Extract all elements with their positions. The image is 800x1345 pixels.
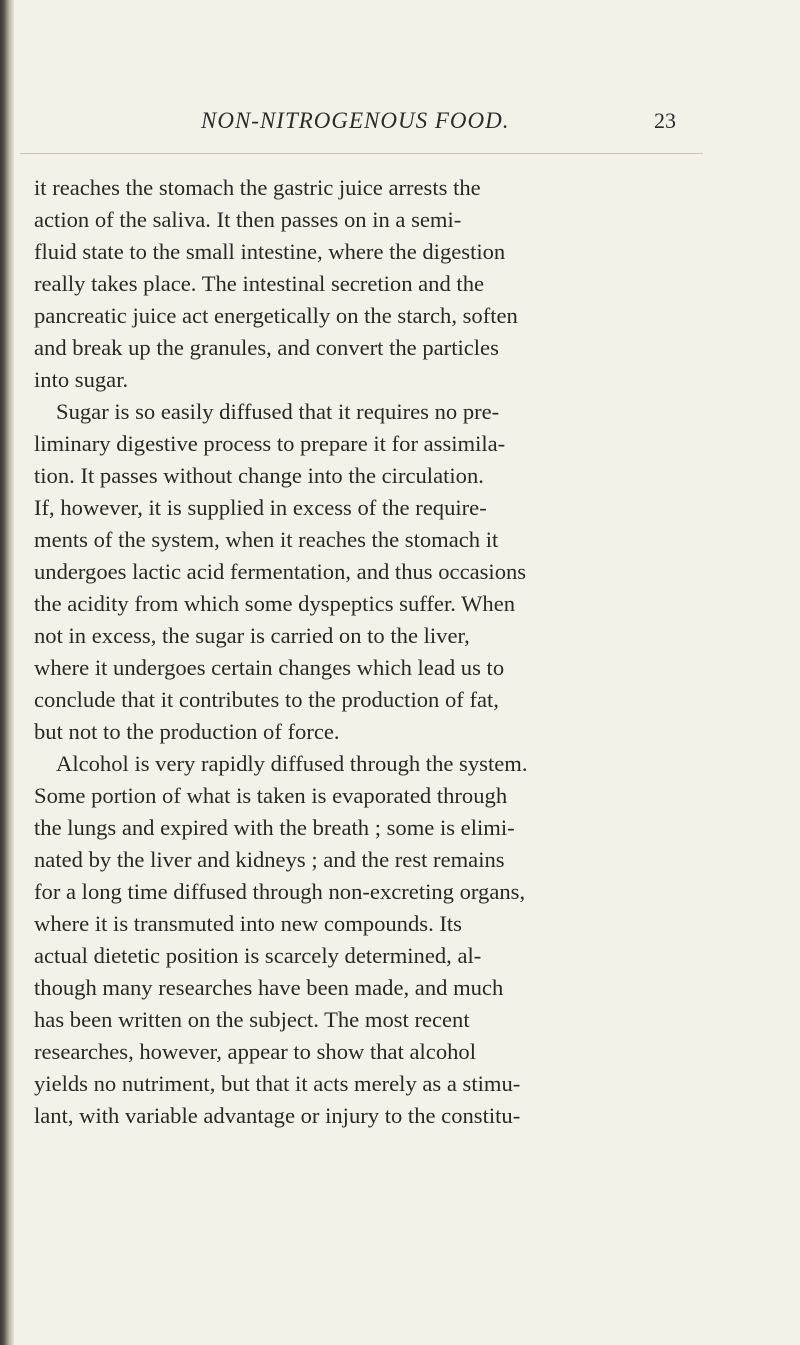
- text-line: but not to the production of force.: [34, 719, 340, 744]
- text-line: Some portion of what is taken is evaporated through: [34, 783, 508, 808]
- text-line: and break up the granules, and convert the particles: [34, 335, 499, 360]
- text-line: it reaches the stomach the gastric juice arrests the: [34, 175, 481, 200]
- text-line: nated by the liver and kidneys ; and the rest remains: [34, 847, 505, 872]
- text-line: liminary digestive process to prepare it for assimila-: [34, 431, 506, 456]
- page-binding-edge: [0, 0, 14, 1345]
- text-line: pancreatic juice act energetically on the starch, soften: [34, 303, 518, 328]
- text-line: action of the saliva. It then passes on in a semi-: [34, 207, 462, 232]
- text-line: though many researches have been made, and much: [34, 975, 504, 1000]
- text-line: has been written on the subject. The most recent: [34, 1007, 470, 1032]
- text-line: for a long time diffused through non-excreting organs,: [34, 879, 526, 904]
- text-line: yields no nutriment, but that it acts merely as a stimu-: [34, 1071, 521, 1096]
- text-line: actual dietetic position is scarcely determined, al-: [34, 943, 482, 968]
- text-line: lant, with variable advantage or injury to the constitu-: [34, 1103, 521, 1128]
- header-rule: [20, 153, 703, 154]
- text-line: undergoes lactic acid fermentation, and thus occasions: [34, 559, 527, 584]
- text-line: really takes place. The intestinal secretion and the: [34, 271, 485, 296]
- text-line: where it is transmuted into new compounds. Its: [34, 911, 462, 936]
- text-line: the acidity from which some dyspeptics suffer. When: [34, 591, 516, 616]
- body-text: [34, 172, 714, 1132]
- text-line: ments of the system, when it reaches the stomach it: [34, 527, 499, 552]
- text-line: tion. It passes without change into the circulation.: [34, 463, 484, 488]
- text-line: where it undergoes certain changes which lead us to: [34, 655, 505, 680]
- text-line: fluid state to the small intestine, where the digestion: [34, 239, 506, 264]
- page-number: 23: [654, 108, 676, 133]
- running-head: [0, 108, 800, 148]
- running-title: NON-NITROGENOUS FOOD.: [201, 108, 510, 133]
- text-line: Alcohol is very rapidly diffused through the system.: [56, 751, 528, 776]
- text-line: researches, however, appear to show that alcohol: [34, 1039, 477, 1064]
- text-line: the lungs and expired with the breath ; some is elimi-: [34, 815, 515, 840]
- text-line: not in excess, the sugar is carried on to the liver,: [34, 623, 470, 648]
- text-line: into sugar.: [34, 367, 129, 392]
- text-line: If, however, it is supplied in excess of the require-: [34, 495, 487, 520]
- text-line: Sugar is so easily diffused that it requires no pre-: [56, 399, 500, 424]
- text-line: conclude that it contributes to the production of fat,: [34, 687, 499, 712]
